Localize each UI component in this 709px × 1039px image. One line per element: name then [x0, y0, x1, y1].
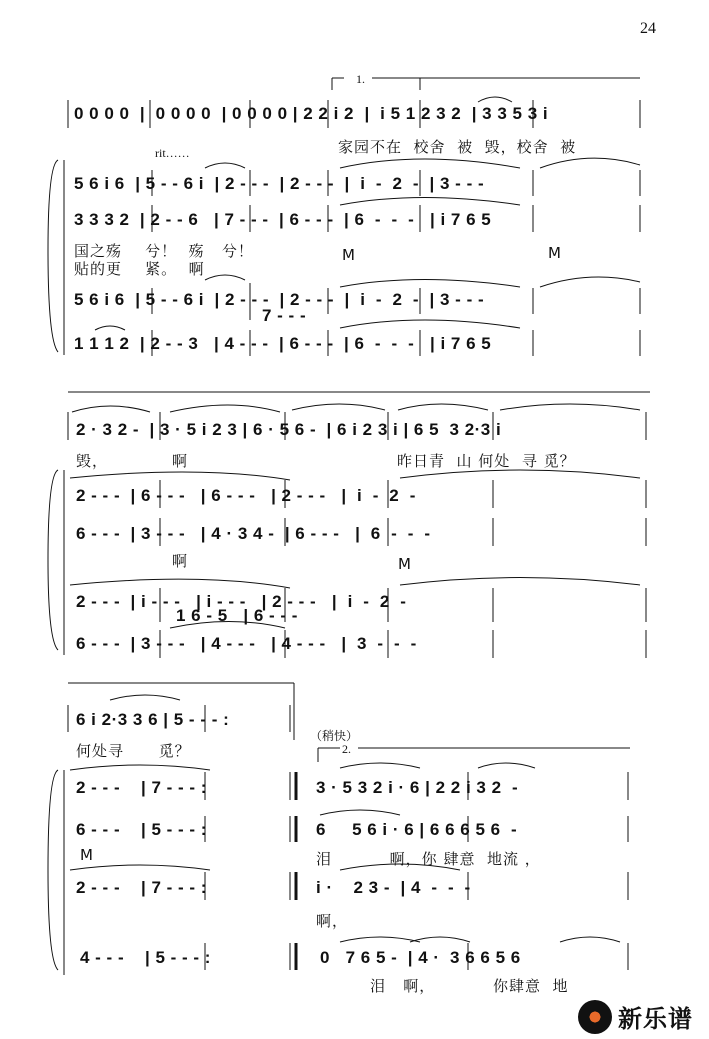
lyric-row-1: 家园不在 校舍 被 毁，校舍 被	[338, 138, 577, 156]
lyric-row-2: 啊	[172, 552, 189, 570]
lyric-row-3: 啊，	[316, 912, 349, 930]
part-row-3-left: 6 - - - | 5 - - - :	[76, 820, 207, 839]
part-row-4: 5 6 i 6 | 5 - - 6 i | 2 - - - | 2 - - - | i - 2 - | 3 - - -	[74, 290, 485, 309]
part-row-5: 6 - - - | 3 - - - | 4 - - - | 4 - - - | 3 - - -	[76, 634, 417, 653]
melody-row-1: 0 0 0 0 | 0 0 0 0 | 0 0 0 0 | 2 2 i 2 | i 5 1 2 3 2 | 3 3 5 3 i	[74, 104, 549, 123]
lyric-row-4: 泪 啊， 你肆意 地	[370, 977, 569, 995]
part-row-2: 2 - - - | 6 - - - | 6 - - - | 2 - - - | i - 2 -	[76, 486, 416, 505]
part-row-5: 1 1 1 2 | 2 - - 3 | 4 - - - | 6 - - - | 6 - - - | i 7 6 5	[74, 334, 492, 353]
part-row-2-right: 3 · 5 3 2 i · 6 | 2 2 i 3 2 -	[316, 778, 519, 797]
part-row-4-right: i · 2 3 - | 4 - - -	[316, 878, 471, 897]
page-number: 24	[640, 20, 656, 37]
volta-2: 2.	[342, 742, 351, 756]
part-row-2: 5 6 i 6 | 5 - - 6 i | 2 - - - | 2 - - - | i - 2 - | 3 - - -	[74, 174, 485, 193]
lyric-row-1: 何处寻 觅？	[76, 742, 191, 760]
part-row-3: 3 3 3 2 | 2 - - 6 | 7 - - - | 6 - - - | 6 - - - | i 7 6 5	[74, 210, 492, 229]
brand-name: 新乐谱	[618, 1005, 693, 1033]
part-row-2-left: 2 - - - | 7 - - - :	[76, 778, 207, 797]
lyric-row-2: 国之殇 兮！ 殇 兮！	[74, 242, 254, 260]
part-row-4-left: 2 - - - | 7 - - - :	[76, 878, 207, 897]
part-row-5-left: 4 - - - | 5 - - - :	[80, 948, 211, 967]
m-mark-1: M	[398, 555, 412, 573]
melody-row-1: 6 i 2·3 3 6 | 5 - - - :	[76, 710, 230, 729]
part-row-4: 2 - - - | i - - - | i - - - | 2 - - - | i - 2 -	[76, 592, 407, 611]
part-row-3: 6 - - - | 3 - - - | 4 · 3 4 - | 6 - - - | 6 - - -	[76, 524, 431, 543]
part-row-4b: 1 6 - 5 | 6 - - -	[176, 606, 298, 625]
music-disc-icon	[578, 1000, 612, 1034]
lyric-row-2: 泪 啊，你 肆意 地流 ，	[316, 850, 541, 868]
volta-1: 1.	[356, 72, 365, 86]
rit-marking: rit……	[155, 146, 190, 160]
part-row-4b: 7 - - -	[262, 306, 307, 325]
brand-logo	[578, 999, 693, 1034]
melody-row-1: 2 · 3 2 - | 3 · 5 i 2 3 | 6 · 5 6 - | 6 i 2 3 i | 6 5 3 2·3 i	[76, 420, 502, 439]
tempo-marking: （稍快）	[310, 729, 359, 743]
part-row-3-right: 6 5 6 i · 6 | 6 6 6 5 6 -	[316, 820, 518, 839]
lyric-row-1c: 昨日青 山 何处 寻 觅？	[397, 452, 576, 470]
m-mark-1: M	[80, 846, 94, 864]
m-mark-2: M	[548, 244, 562, 262]
lyric-row-1b: 啊	[172, 452, 189, 470]
part-row-5-right: 0 7 6 5 - | 4 · 3 6 6 5 6	[320, 948, 521, 967]
lyric-row-3: 贴的更 紧。 啊	[74, 260, 205, 278]
m-mark-1: M	[342, 246, 356, 264]
lyric-row-1a: 毁，	[76, 452, 109, 470]
